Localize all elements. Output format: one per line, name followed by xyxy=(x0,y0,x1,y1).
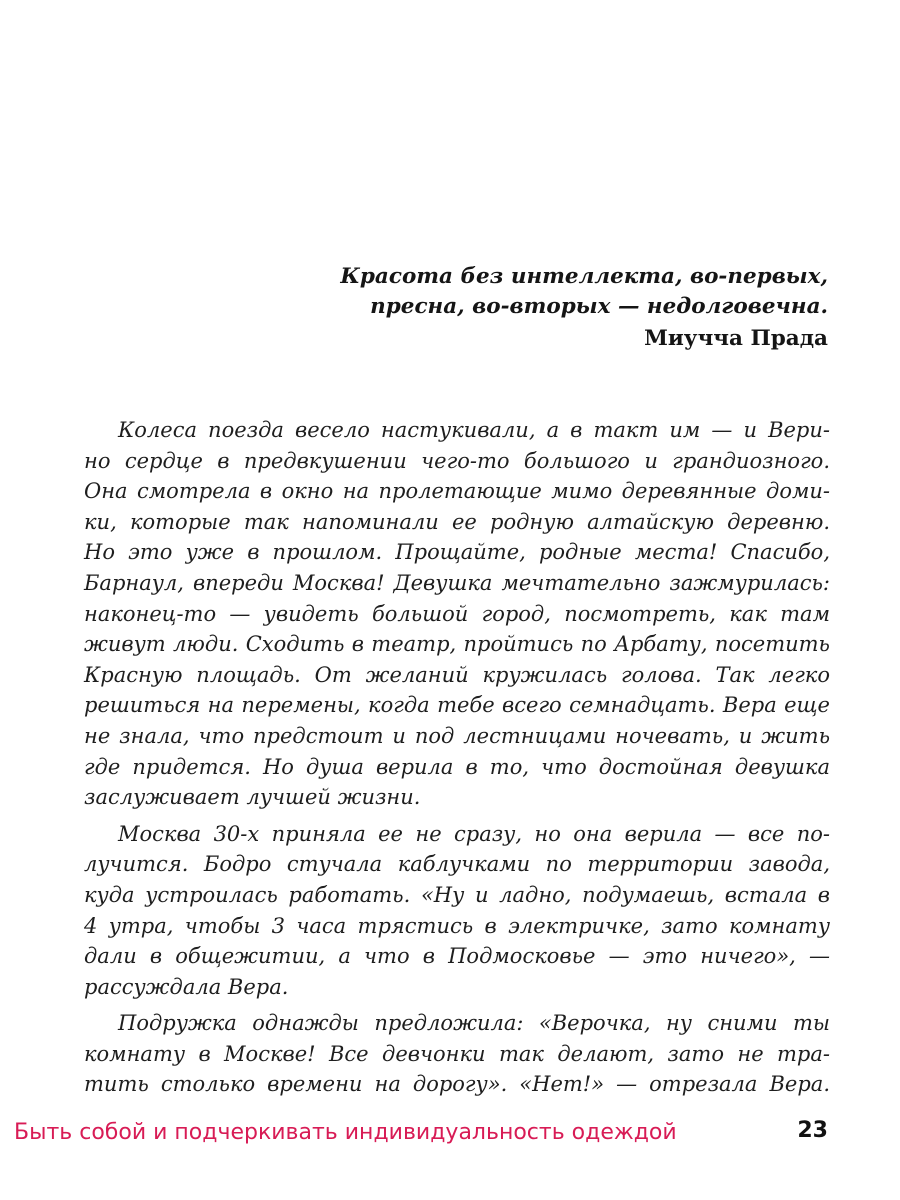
text-line: решиться на перемены, когда тебе всего семнадцать. Вера еще xyxy=(84,693,830,718)
running-footer-title: Быть собой и подчеркивать индивидуальность одеждой xyxy=(14,1120,677,1145)
text-line: Москва 30-х приняла ее не сразу, но она верила — все по- xyxy=(118,821,830,846)
text-line: но сердце в предвкушении чего-то большого и грандиозного. xyxy=(84,448,830,473)
paragraph xyxy=(84,819,830,1003)
text-line: заслуживает лучшей жизни. xyxy=(84,785,421,810)
text-line: 4 утра, чтобы 3 часа трястись в электричке, зато комнату xyxy=(84,913,830,938)
epigraph-line: Красота без интеллекта, во-первых, xyxy=(340,264,828,289)
text-line: наконец-то — увидеть большой город, посмотреть, как там xyxy=(84,601,830,626)
epigraph xyxy=(268,262,828,354)
text-line: Красную площадь. От желаний кружилась голова. Так легко xyxy=(84,662,830,687)
text-line: ки, которые так напоминали ее родную алтайскую деревню. xyxy=(84,509,830,534)
paragraph xyxy=(84,1008,830,1100)
paragraph xyxy=(84,415,830,813)
text-line: тить столько времени на дорогу». «Нет!» — отрезала Вера. xyxy=(84,1072,830,1097)
epigraph-author: Миучча Прада xyxy=(644,326,828,351)
text-line: Подружка однажды предложила: «Верочка, ну сними ты xyxy=(118,1011,830,1036)
text-line: Барнаул, впереди Москва! Девушка мечтательно зажмурилась: xyxy=(84,570,830,595)
text-line: куда устроилась работать. «Ну и ладно, подумаешь, встала в xyxy=(84,882,830,907)
text-line: Она смотрела в окно на пролетающие мимо деревянные доми- xyxy=(84,479,830,504)
text-line: комнату в Москве! Все девчонки так делают, зато не тра- xyxy=(84,1041,830,1066)
text-line: не знала, что предстоит и под лестницами ночевать, и жить xyxy=(84,723,830,748)
text-line: где придется. Но душа верила в то, что достойная девушка xyxy=(84,754,830,779)
text-line: рассуждала Вера. xyxy=(84,974,289,999)
body-text xyxy=(84,415,830,1100)
text-line: лучится. Бодро стучала каблучками по территории завода, xyxy=(84,852,830,877)
text-line: дали в общежитии, а что в Подмосковье — это ничего», — xyxy=(84,944,830,969)
epigraph-line: пресна, во-вторых — недолговечна. xyxy=(370,294,828,319)
text-line: Колеса поезда весело настукивали, а в такт им — и Вери- xyxy=(118,418,830,442)
text-line: живут люди. Сходить в театр, пройтись по Арбату, посетить xyxy=(84,632,830,657)
page-number: 23 xyxy=(797,1118,828,1143)
text-line: Но это уже в прошлом. Прощайте, родные места! Спасибо, xyxy=(84,540,830,565)
